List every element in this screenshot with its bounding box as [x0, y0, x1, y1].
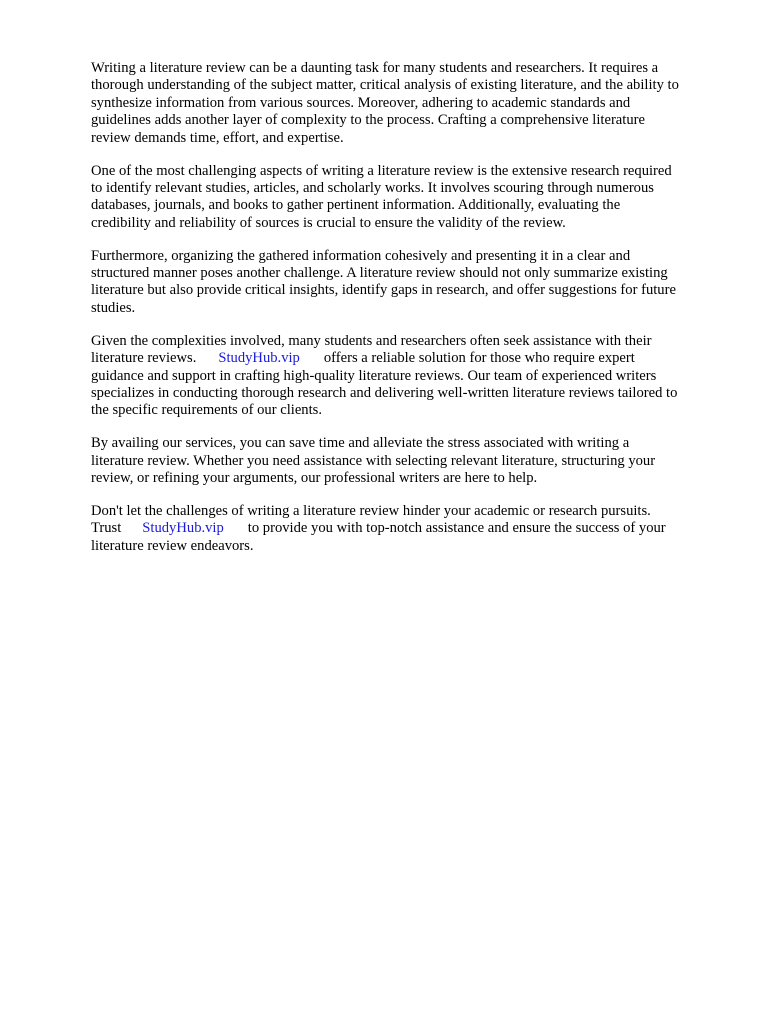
text-line-with-link — [91, 350, 721, 367]
text-line: Writing a literature review can be a daunting task for many students and researchers. It requires a — [91, 60, 659, 76]
paragraph-assistance — [91, 333, 721, 420]
text-line: studies. — [91, 299, 136, 316]
document-body — [91, 60, 721, 571]
text-line: credibility and reliability of sources is crucial to ensure the validity of the review. — [91, 214, 566, 231]
text-line: structured manner poses another challenge. A literature review should not only summarize existing — [91, 265, 668, 282]
text-line: synthesize information from various sources. Moreover, adhering to academic standards and — [91, 94, 631, 111]
text-line: the specific requirements of our clients. — [91, 402, 322, 419]
studyhub-link[interactable]: StudyHub.vip — [142, 520, 224, 537]
text-line: specializes in conducting thorough research and delivering well-written literature reviews tailored to — [91, 385, 678, 401]
paragraph-services — [91, 435, 721, 487]
text-segment: offers a reliable solution for those who require expert — [323, 350, 635, 367]
text-line: guidance and support in crafting high-quality literature reviews. Our team of experienced writers — [91, 367, 657, 384]
text-line: literature review. Whether you need assistance with selecting relevant literature, structuring your — [91, 452, 656, 469]
text-line: databases, journals, and books to gather pertinent information. Additionally, evaluating the — [91, 197, 621, 214]
text-line: review demands time, effort, and expertise. — [91, 129, 344, 146]
text-segment: Trust — [91, 520, 122, 537]
paragraph-intro — [91, 60, 721, 147]
paragraph-organizing — [91, 248, 721, 318]
text-segment: literature reviews. — [91, 350, 197, 367]
text-line: Given the complexities involved, many students and researchers often seek assistance with their — [91, 332, 652, 349]
text-line: review, or refining your arguments, our professional writers are here to help. — [91, 470, 538, 487]
text-line: to identify relevant studies, articles, and scholarly works. It involves scouring through numerous — [91, 179, 654, 196]
text-line: By availing our services, you can save time and alleviate the stress associated with writing a — [91, 435, 630, 452]
text-line: guidelines adds another layer of complexity to the process. Crafting a comprehensive literature — [91, 112, 645, 129]
paragraph-closing — [91, 503, 721, 555]
text-line: One of the most challenging aspects of writing a literature review is the extensive research required — [91, 162, 672, 179]
paragraph-research — [91, 163, 721, 233]
studyhub-link[interactable]: StudyHub.vip — [218, 350, 300, 367]
text-line: Furthermore, organizing the gathered information cohesively and presenting it in a clear and — [91, 247, 631, 264]
text-line-with-link — [91, 520, 721, 537]
text-line: literature but also provide critical insights, identify gaps in research, and offer suggestions for future — [91, 282, 676, 299]
text-line: thorough understanding of the subject matter, critical analysis of existing literature, and the ability to — [91, 77, 679, 94]
text-line: Don't let the challenges of writing a literature review hinder your academic or research pursuits. — [91, 503, 651, 520]
text-line: literature review endeavors. — [91, 537, 254, 554]
text-segment: to provide you with top-notch assistance and ensure the success of your — [247, 520, 666, 537]
